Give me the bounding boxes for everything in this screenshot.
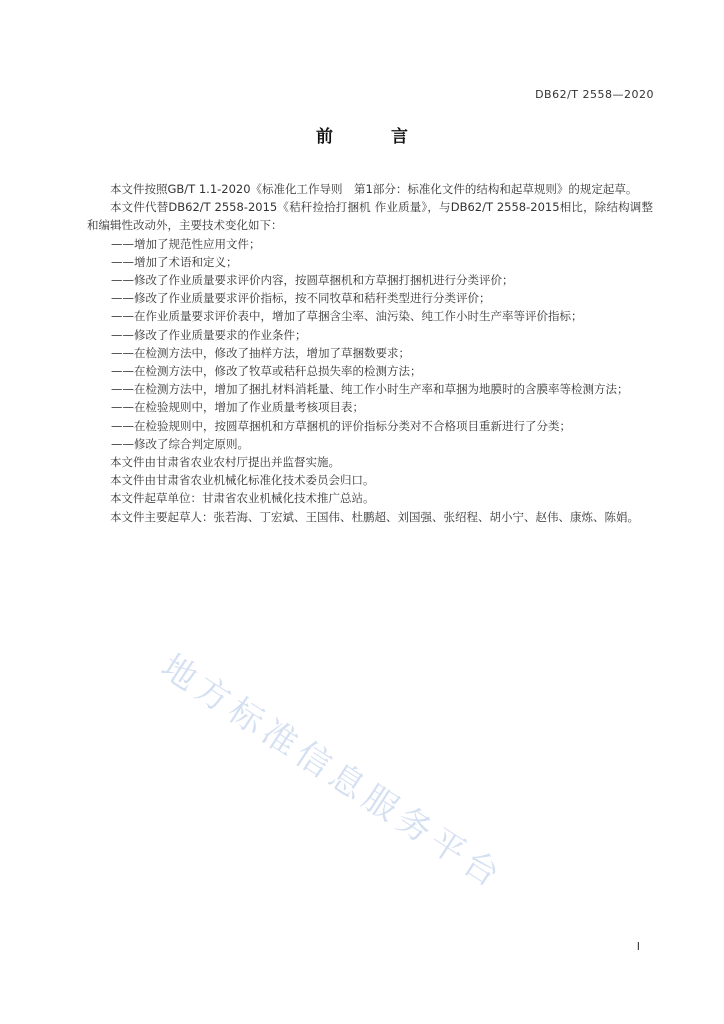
- paragraph-drafters: 本文件主要起草人：张若海、丁宏斌、王国伟、杜鹏超、刘国强、张绍程、胡小宁、赵伟、康炼、陈娟。: [110, 509, 639, 524]
- change-item: ——修改了作业质量要求的作业条件；: [111, 327, 307, 342]
- change-item: ——修改了综合判定原则。: [111, 436, 249, 451]
- change-item: ——增加了规范性应用文件；: [111, 236, 261, 251]
- change-item: ——在检测方法中，增加了捆扎材料消耗量、纯工作小时生产率和草捆为地膜时的含膜率等检测方法；: [111, 382, 629, 397]
- change-item: ——在检验规则中，增加了作业质量考核项目表；: [111, 400, 364, 415]
- change-item: ——增加了术语和定义；: [111, 254, 238, 269]
- paragraph-responsible-committee: 本文件由甘肃省农业机械化标准化技术委员会归口。: [110, 473, 375, 488]
- change-item: ——在作业质量要求评价表中，增加了草捆含尘率、油污染、纯工作小时生产率等评价指标；: [111, 309, 583, 324]
- change-item: ——在检验规则中，按圆草捆机和方草捆机的评价指标分类对不合格项目重新进行了分类；: [111, 418, 571, 433]
- page-title: 前 言: [316, 127, 434, 147]
- paragraph-replacement: 本文件代替DB62/T 2558-2015《秸秆捡拾打捆机 作业质量》，与DB62/T 2558-2015相比，除结构调整和编辑性改动外，主要技术变化如下：: [87, 200, 653, 233]
- watermark: 地方标准信息服务平台: [153, 646, 512, 899]
- change-item: ——修改了作业质量要求评价指标，按不同牧草和秸秆类型进行分类评价；: [111, 291, 491, 306]
- change-item: ——在检测方法中，修改了抽样方法，增加了草捆数要求；: [111, 345, 410, 360]
- page-number: I: [636, 940, 640, 953]
- document-code: DB62/T 2558—2020: [535, 88, 654, 101]
- paragraph-drafting-basis: 本文件按照GB/T 1.1-2020《标准化工作导则 第1部分：标准化文件的结构和起草规则》的规定起草。: [110, 182, 638, 196]
- change-item: ——在检测方法中，修改了牧草或秸秆总损失率的检测方法；: [111, 364, 422, 379]
- paragraph-drafting-unit: 本文件起草单位：甘肃省农业机械化技术推广总站。: [110, 491, 375, 506]
- change-item: ——修改了作业质量要求评价内容，按圆草捆机和方草捆打捆机进行分类评价；: [111, 273, 514, 288]
- paragraph-proposer: 本文件由甘肃省农业农村厅提出并监督实施。: [110, 455, 340, 470]
- foreword-body: [87, 180, 653, 526]
